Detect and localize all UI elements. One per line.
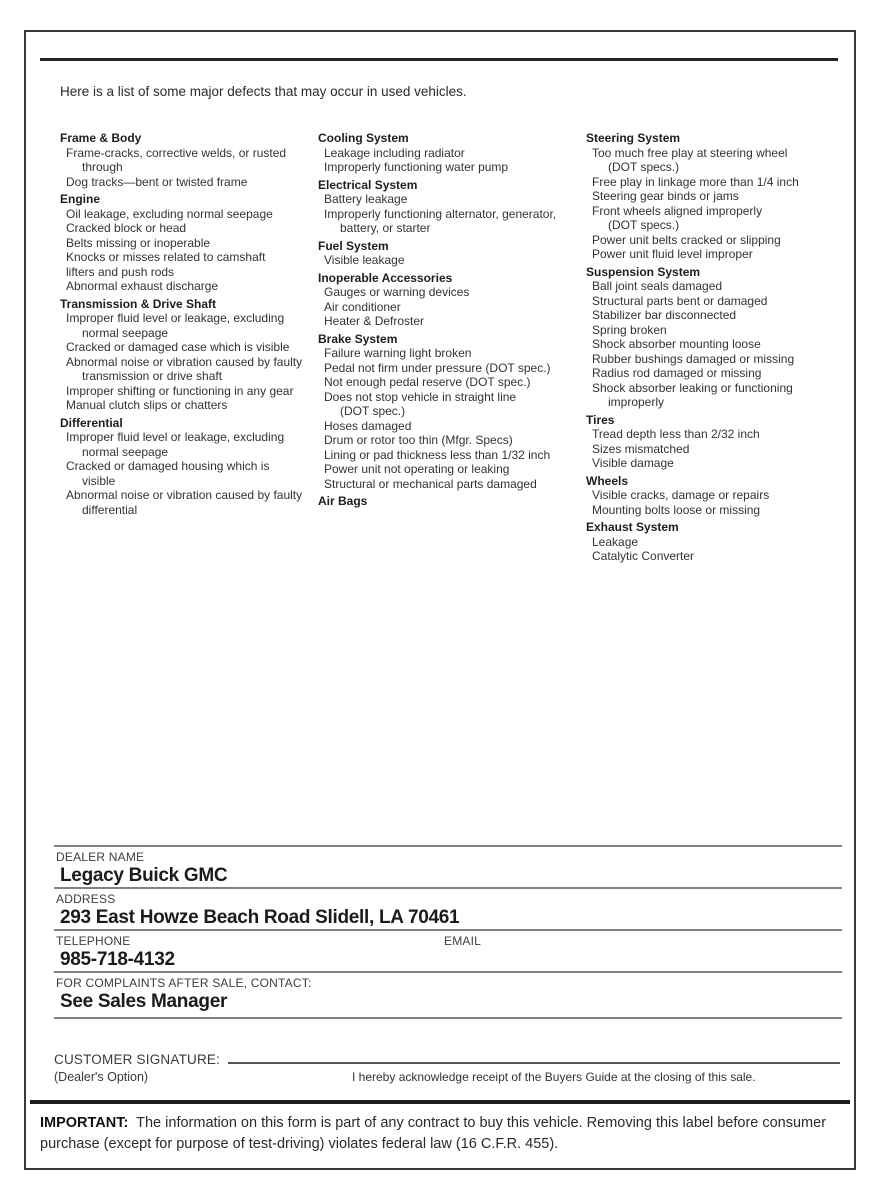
defect-item: Cracked or damaged case which is visible — [66, 340, 290, 354]
defect-item: lifters and push rods — [66, 264, 175, 279]
address-label: ADDRESS — [56, 892, 116, 906]
defect-item: Cracked block or head — [66, 221, 187, 235]
defect-item: Steering gear binds or jams — [592, 189, 739, 203]
section-title: Differential — [60, 415, 123, 430]
section-brake-system — [318, 332, 586, 492]
defects-columns — [60, 131, 848, 564]
defect-item: Shock absorber leaking or functioning improperly — [592, 380, 793, 409]
defect-item: Mounting bolts loose or missing — [592, 502, 761, 517]
defect-item: Abnormal exhaust discharge — [66, 279, 219, 293]
defect-item: Tread depth less than 2/32 inch — [592, 427, 760, 441]
email-label: EMAIL — [444, 934, 482, 948]
section-electrical-system — [318, 178, 586, 236]
defect-item: Gauges or warning devices — [324, 285, 470, 299]
acknowledgement-text: I hereby acknowledge receipt of the Buyers Guide at the closing of this sale. — [352, 1070, 756, 1084]
defect-item: Visible cracks, damage or repairs — [592, 488, 770, 502]
section-title: Air Bags — [318, 494, 368, 508]
section-differential — [60, 416, 318, 518]
telephone-email-row — [54, 929, 842, 971]
defect-item: Improperly functioning water pump — [324, 160, 509, 174]
telephone-value: 985-718-4132 — [60, 949, 175, 970]
defect-item: Radius rod damaged or missing — [592, 366, 762, 380]
defect-item: Heater & Defroster — [324, 314, 425, 328]
defect-item: Not enough pedal reserve (DOT spec.) — [324, 375, 531, 389]
defect-item: Does not stop vehicle in straight line (DOT spec.) — [324, 389, 517, 418]
dealer-name-value: Legacy Buick GMC — [60, 865, 228, 886]
defect-item: Shock absorber mounting loose — [592, 337, 761, 351]
complaints-label: FOR COMPLAINTS AFTER SALE, CONTACT: — [56, 976, 312, 990]
address-row — [54, 887, 842, 929]
defect-item: Free play in linkage more than 1/4 inch — [592, 174, 799, 189]
defect-item: Abnormal noise or vibration caused by faulty differential — [66, 488, 303, 517]
defect-item: Hoses damaged — [324, 418, 412, 433]
defect-item: Improper fluid level or leakage, excluding normal seepage — [66, 430, 285, 459]
defects-column-1 — [60, 131, 318, 564]
defect-item: Improper fluid level or leakage, excluding normal seepage — [66, 311, 285, 340]
section-title: Tires — [586, 412, 615, 427]
defect-item: Structural parts bent or damaged — [592, 293, 768, 308]
defect-item: Front wheels aligned improperly (DOT specs.) — [592, 203, 763, 232]
signature-section — [54, 1048, 842, 1084]
section-title: Exhaust System — [586, 520, 679, 534]
customer-signature-label: CUSTOMER SIGNATURE: — [54, 1052, 221, 1067]
bottom-divider — [30, 1100, 850, 1104]
complaints-row — [54, 971, 842, 1019]
section-steering-system — [586, 131, 848, 262]
section-title: Suspension System — [586, 264, 701, 279]
section-tires — [586, 413, 848, 471]
section-wheels — [586, 474, 848, 518]
defect-item: Battery leakage — [324, 192, 408, 206]
defect-item: Frame-cracks, corrective welds, or rusted through — [66, 145, 287, 174]
defect-item: Too much free play at steering wheel (DOT specs.) — [592, 145, 788, 174]
section-title: Electrical System — [318, 177, 418, 192]
top-divider — [40, 58, 838, 61]
telephone-cell — [54, 931, 442, 971]
section-title: Transmission & Drive Shaft — [60, 296, 217, 311]
defect-item: Leakage — [592, 534, 639, 549]
defect-item: Catalytic Converter — [592, 549, 695, 563]
dealers-option-label: (Dealer's Option) — [54, 1070, 149, 1084]
dealer-name-label: DEALER NAME — [56, 850, 145, 864]
complaints-contact-value: See Sales Manager — [60, 991, 228, 1012]
section-title: Engine — [60, 192, 101, 206]
section-title: Brake System — [318, 331, 398, 346]
section-title: Fuel System — [318, 238, 389, 253]
section-title: Cooling System — [318, 131, 409, 145]
section-transmission-drive-shaft — [60, 297, 318, 413]
important-text: The information on this form is part of any contract to buy this vehicle. Removing this label before consumer purchase (except for purpose of test-driving) violates federal law (16 C.F.R. 455). — [40, 1115, 827, 1152]
defect-item: Improper shifting or functioning in any gear — [66, 383, 294, 398]
defect-item: Stabilizer bar disconnected — [592, 308, 737, 322]
defect-item: Cracked or damaged housing which is visible — [66, 459, 270, 488]
defect-item: Air conditioner — [324, 299, 401, 314]
defect-item: Lining or pad thickness less than 1/32 inch — [324, 447, 551, 462]
section-title: Steering System — [586, 131, 681, 145]
defect-item: Pedal not firm under pressure (DOT spec.) — [324, 360, 551, 375]
defect-item: Knocks or misses related to camshaft — [66, 250, 266, 264]
section-title: Inoperable Accessories — [318, 270, 453, 285]
defect-item: Power unit belts cracked or slipping — [592, 232, 781, 247]
defect-item: Belts missing or inoperable — [66, 235, 211, 250]
section-cooling-system — [318, 131, 586, 175]
section-frame-body — [60, 131, 318, 189]
defect-item: Failure warning light broken — [324, 346, 472, 360]
section-inoperable-accessories — [318, 271, 586, 329]
defect-item: Oil leakage, excluding normal seepage — [66, 206, 273, 221]
defect-item: Sizes mismatched — [592, 441, 690, 456]
defects-column-2 — [318, 131, 586, 564]
defect-item: Structural or mechanical parts damaged — [324, 476, 537, 491]
section-title: Wheels — [586, 473, 629, 488]
important-notice — [40, 1113, 838, 1155]
defect-item: Visible leakage — [324, 253, 405, 267]
section-exhaust-system — [586, 520, 848, 564]
defect-item: Leakage including radiator — [324, 145, 465, 160]
defect-item: Drum or rotor too thin (Mfgr. Specs) — [324, 433, 513, 447]
defect-item: Rubber bushings damaged or missing — [592, 351, 795, 366]
important-label: IMPORTANT: — [40, 1115, 129, 1131]
defect-item: Ball joint seals damaged — [592, 279, 723, 293]
buyers-guide-form — [24, 30, 856, 1170]
dealer-name-row — [54, 845, 842, 887]
defect-item: Spring broken — [592, 322, 667, 337]
email-cell — [442, 931, 842, 971]
section-fuel-system — [318, 239, 586, 268]
defect-item: Power unit not operating or leaking — [324, 462, 510, 476]
dealer-section — [54, 845, 842, 1019]
defect-item: Power unit fluid level improper — [592, 247, 753, 261]
defect-item: Manual clutch slips or chatters — [66, 398, 228, 412]
defect-item: Improperly functioning alternator, generator, battery, or starter — [324, 206, 557, 235]
defect-item: Abnormal noise or vibration caused by faulty transmission or drive shaft — [66, 354, 303, 383]
section-air-bags — [318, 494, 586, 509]
defect-item: Dog tracks—bent or twisted frame — [66, 174, 248, 189]
defects-column-3 — [586, 131, 848, 564]
intro-text: Here is a list of some major defects that may occur in used vehicles. — [60, 84, 467, 99]
defect-item: Visible damage — [592, 456, 674, 470]
section-title: Frame & Body — [60, 131, 142, 145]
section-engine — [60, 192, 318, 294]
section-suspension-system — [586, 265, 848, 410]
signature-line[interactable] — [228, 1048, 840, 1064]
telephone-label: TELEPHONE — [56, 934, 131, 948]
address-value: 293 East Howze Beach Road Slidell, LA 70461 — [60, 907, 460, 928]
